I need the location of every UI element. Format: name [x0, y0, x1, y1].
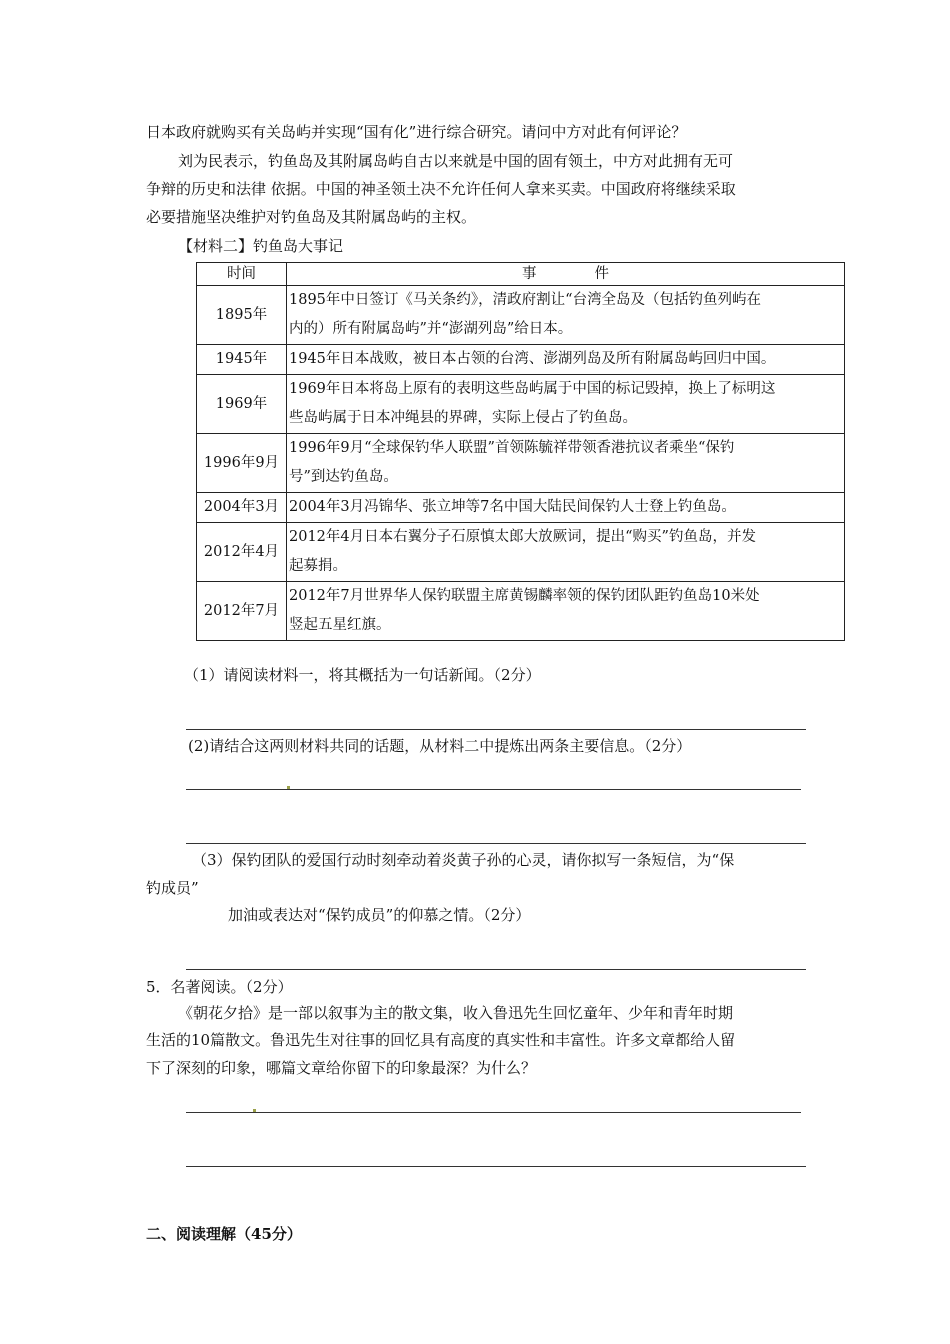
table-header-row	[197, 263, 845, 286]
question-3: 加油或表达对“保钓成员”的仰慕之情。（2分）	[228, 906, 531, 924]
table-row	[197, 286, 845, 345]
section5-title: 5．名著阅读。（2分）	[146, 978, 293, 996]
table-row	[197, 523, 845, 582]
material2-title: 【材料二】钓鱼岛大事记	[178, 237, 344, 255]
question-1: （1）请阅读材料一，将其概括为一句话新闻。（2分）	[184, 666, 541, 684]
answer-line	[186, 1166, 806, 1167]
events-table	[196, 262, 845, 641]
mark-dot	[287, 786, 290, 789]
mark-dot	[253, 1109, 256, 1112]
question-3: 钓成员”	[146, 879, 199, 897]
section5-line: 下了深刻的印象，哪篇文章给你留下的印象最深？为什么？	[146, 1059, 537, 1077]
row-event: 1945年日本战败，被日本占领的台湾、澎湖列岛及所有附属岛屿回归中国。	[287, 345, 845, 375]
table-row	[197, 582, 845, 641]
header-event: 事 件	[287, 263, 845, 286]
row-time: 1945年	[197, 345, 287, 375]
section5-line: 生活的10篇散文。鲁迅先生对往事的回忆具有高度的真实性和丰富性。许多文章都给人留	[146, 1031, 736, 1049]
row-time: 2012年4月	[197, 523, 287, 582]
row-event: 1895年中日签订《马关条约》，清政府割让“台湾全岛及（包括钓鱼列屿在 内的）所有附属岛屿”并“澎湖列岛”给日本。	[287, 286, 845, 345]
table-row	[197, 345, 845, 375]
answer-line	[186, 789, 801, 790]
row-time: 1895年	[197, 286, 287, 345]
row-event: 2012年7月世界华人保钓联盟主席黄锡麟率领的保钓团队距钓鱼岛10米处 竖起五星红旗。	[287, 582, 845, 641]
row-time: 1969年	[197, 375, 287, 434]
answer-line	[186, 843, 806, 844]
table-row	[197, 493, 845, 523]
header-time: 时间	[197, 263, 287, 286]
row-event: 2012年4月日本右翼分子石原慎太郎大放厥词，提出“购买”钓鱼岛，并发 起募捐。	[287, 523, 845, 582]
paragraph-line: 刘为民表示，钓鱼岛及其附属岛屿自古以来就是中国的固有领土，中方对此拥有无可	[178, 152, 734, 170]
row-time: 1996年9月	[197, 434, 287, 493]
answer-line	[186, 1112, 801, 1113]
paragraph-line: 争辩的历史和法律 依据。中国的神圣领土决不允许任何人拿来买卖。中国政府将继续采取	[146, 180, 736, 198]
table-row	[197, 375, 845, 434]
row-event: 2004年3月冯锦华、张立坤等7名中国大陆民间保钓人士登上钓鱼岛。	[287, 493, 845, 523]
section5-line: 《朝花夕拾》是一部以叙事为主的散文集，收入鲁迅先生回忆童年、少年和青年时期	[178, 1004, 734, 1022]
question-3: （3）保钓团队的爱国行动时刻牵动着炎黄子孙的心灵，请你拟写一条短信，为“保	[192, 851, 735, 869]
paragraph-line: 必要措施坚决维护对钓鱼岛及其附属岛屿的主权。	[146, 208, 477, 226]
row-time: 2012年7月	[197, 582, 287, 641]
row-event: 1996年9月“全球保钓华人联盟”首领陈毓祥带领香港抗议者乘坐“保钓 号”到达钓鱼岛。	[287, 434, 845, 493]
answer-line	[186, 969, 806, 970]
answer-line	[186, 729, 806, 730]
table-row	[197, 434, 845, 493]
question-2: (2)请结合这两则材料共同的话题，从材料二中提炼出两条主要信息。（2分）	[188, 737, 692, 755]
paragraph-line: 日本政府就购买有关岛屿并实现“国有化”进行综合研究。请问中方对此有何评论？	[146, 123, 687, 141]
row-time: 2004年3月	[197, 493, 287, 523]
row-event: 1969年日本将岛上原有的表明这些岛屿属于中国的标记毁掉，换上了标明这 些岛屿属于日本冲绳县的界碑，实际上侵占了钓鱼岛。	[287, 375, 845, 434]
section2-heading: 二、阅读理解（45分）	[146, 1225, 302, 1243]
